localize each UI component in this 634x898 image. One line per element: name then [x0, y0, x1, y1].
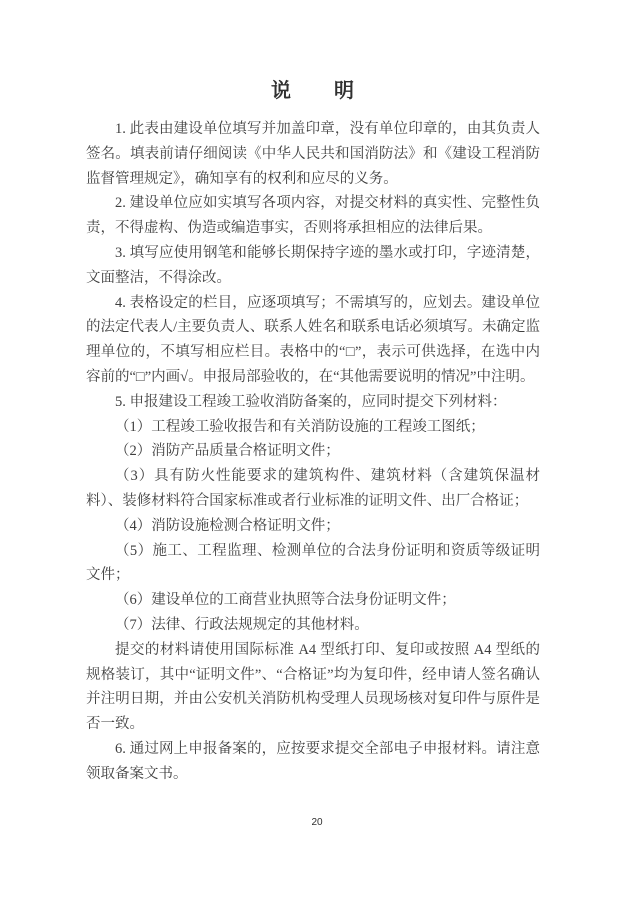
- material-item-5: （5）施工、工程监理、检测单位的合法身份证明和资质等级证明文件；: [86, 542, 540, 584]
- a4-paper-note: 提交的材料请使用国际标准 A4 型纸打印、复印或按照 A4 型纸的规格装订，其中“证明文件”、“合格证”均为复印件，经申请人签名确认并注明日期，并由公安机关消防机构受理人员现场核对复印件与原件是否一致。: [86, 641, 540, 733]
- material-item-4: （4）消防设施检测合格证明文件；: [115, 517, 340, 534]
- material-item-6: （6）建设单位的工商营业执照等合法身份证明文件；: [115, 592, 456, 609]
- material-item-2: （2）消防产品质量合格证明文件；: [115, 443, 340, 460]
- instruction-item-3: 3. 填写应使用钢笔和能够长期保持字迹的墨水或打印，字迹清楚，文面整洁，不得涂改。: [86, 244, 540, 286]
- material-item-3: （3）具有防火性能要求的建筑构件、建筑材料（含建筑保温材料）、装修材料符合国家标准或者行业标准的证明文件、出厂合格证；: [86, 468, 540, 509]
- document-content: [86, 74, 540, 787]
- instruction-item-5: 5. 申报建设工程竣工验收消防备案的，应同时提交下列材料：: [115, 393, 507, 410]
- instruction-item-1: 1. 此表由建设单位填写并加盖印章，没有单位印章的，由其负责人签名。填表前请仔细阅读《中华人民共和国消防法》和《建设工程消防监督管理规定》，确知享有的权利和应尽的义务。: [86, 121, 540, 187]
- page-number: 20: [311, 817, 323, 828]
- instruction-item-6: 6. 通过网上申报备案的，应按要求提交全部电子申报材料。请注意领取备案文书。: [86, 740, 540, 782]
- material-item-1: （1）工程竣工验收报告和有关消防设施的工程竣工图纸；: [115, 418, 485, 435]
- instruction-item-4: 4. 表格设定的栏目，应逐项填写；不需填写的，应划去。建设单位的法定代表人/主要负责人、联系人姓名和联系电话必须填写。未确定监理单位的，不填写相应栏目。表格中的“□”，表示可供选择，在选中内容前的“□”内画√。申报局部验收的，在“其他需要说明的情况”中注明。: [86, 294, 540, 385]
- page-title: 说 明: [271, 80, 355, 102]
- instruction-item-2: 2. 建设单位应如实填写各项内容，对提交材料的真实性、完整性负责，不得虚构、伪造或编造事实，否则将承担相应的法律后果。: [86, 195, 540, 237]
- material-item-7: （7）法律、行政法规规定的其他材料。: [115, 616, 369, 633]
